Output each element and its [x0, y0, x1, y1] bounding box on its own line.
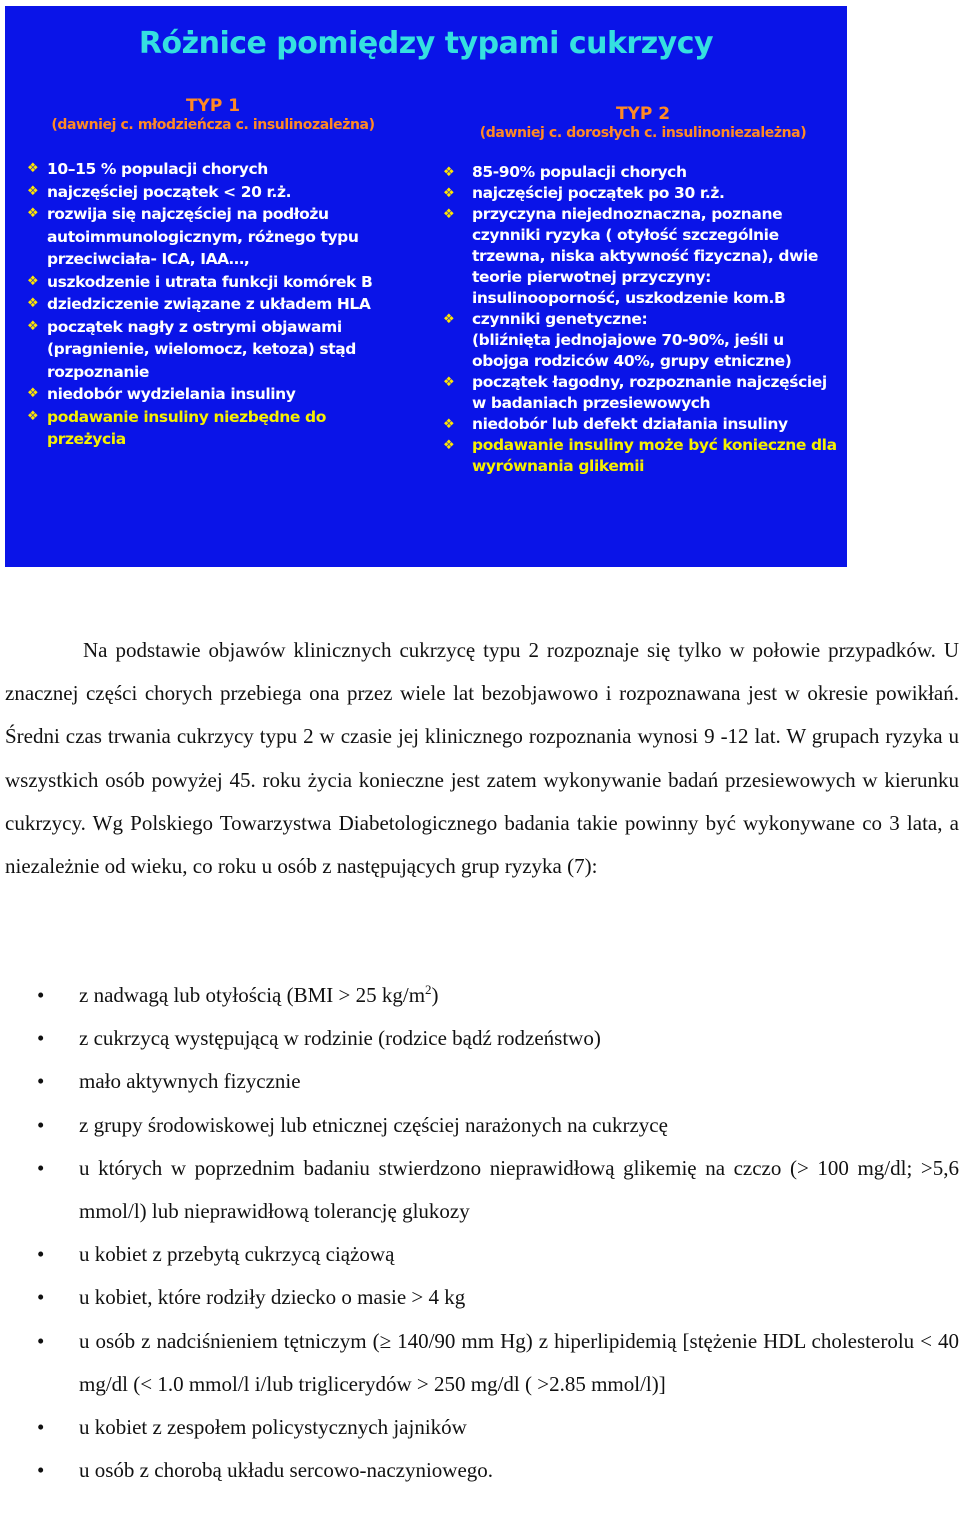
- type1-item: [27, 383, 407, 406]
- risk-group-item: [5, 1406, 959, 1449]
- type2-list: [443, 162, 843, 477]
- type2-item-text: podawanie insuliny może być konieczne dla wyrównania glikemii: [472, 436, 837, 475]
- risk-group-text: z cukrzycą występującą w rodzinie (rodzice bądź rodzeństwo): [79, 1026, 601, 1051]
- type2-heading: TYP 2: [615, 104, 671, 124]
- type1-item: [27, 181, 407, 204]
- type1-item-text: podawanie insuliny niezbędne do przeżycia: [47, 407, 326, 448]
- bullet-icon: •: [37, 1458, 45, 1483]
- diamond-bullet-icon: ❖: [443, 312, 455, 327]
- type2-item: [443, 204, 843, 309]
- type1-item: [27, 316, 407, 384]
- type1-item-text: najczęściej początek < 20 r.ż.: [47, 182, 292, 201]
- diamond-bullet-icon: ❖: [443, 417, 455, 432]
- risk-group-item: [5, 1233, 959, 1276]
- bullet-icon: •: [37, 1285, 45, 1310]
- type1-column: [27, 96, 407, 451]
- type1-item-text: początek nagły z ostrymi objawami (pragnienie, wielomocz, ketoza) stąd rozpoznanie: [47, 317, 356, 381]
- type1-item: [27, 203, 407, 271]
- risk-group-item: [5, 1017, 959, 1060]
- type1-heading: TYP 1: [185, 96, 241, 116]
- type2-item-extra: (bliźnięta jednojajowe 70-90%, jeśli u obojga rodziców 40%, grupy etniczne): [472, 331, 792, 370]
- risk-group-text: u osób z nadciśnieniem tętniczym (≥ 140/90 mm Hg) z hiperlipidemią [stężenie HDL cholesterolu < 40 mg/dl (< 1.0 mmol/l i/lub triglicerydów > 250 mg/dl ( >2.85 mmol/l)]: [79, 1328, 959, 1396]
- risk-group-text: mało aktywnych fizycznie: [79, 1069, 301, 1094]
- type2-item-text: przyczyna niejednoznaczna, poznane czynniki ryzyka ( otyłość szczególnie trzewna, niska aktywność fizyczna), dwie teorie pierwotnej przyczyny: insulinooporność, uszkodzenie kom.B: [472, 205, 819, 307]
- type2-item: [443, 435, 843, 477]
- type1-item: [27, 271, 407, 294]
- diamond-bullet-icon: ❖: [27, 183, 39, 199]
- diamond-bullet-icon: ❖: [27, 318, 39, 334]
- risk-group-item: [5, 1449, 959, 1492]
- bmi-superscript: 2: [425, 982, 432, 997]
- bullet-icon: •: [37, 1328, 45, 1353]
- type2-header: [443, 104, 843, 142]
- type1-item-text: dziedziczenie związane z układem HLA: [47, 295, 371, 313]
- risk-group-item: [5, 1060, 959, 1103]
- bullet-icon: •: [37, 1155, 45, 1180]
- diamond-bullet-icon: ❖: [443, 165, 455, 180]
- diamond-bullet-icon: ❖: [443, 186, 455, 201]
- risk-group-text: u których w poprzednim badaniu stwierdzono nieprawidłową glikemię na czczo (> 100 mg/dl; >5,6 mmol/l) lub nieprawidłową tolerancję glukozy: [79, 1155, 959, 1224]
- diabetes-types-slide: [5, 6, 847, 567]
- bullet-icon: •: [37, 1242, 45, 1267]
- risk-group-text: u kobiet, które rodziły dziecko o masie > 4 kg: [79, 1285, 466, 1310]
- diamond-bullet-icon: ❖: [443, 207, 455, 222]
- type1-item: [27, 158, 407, 181]
- diamond-bullet-icon: ❖: [443, 375, 455, 390]
- risk-group-item: [5, 974, 959, 1017]
- type1-item-text: 10–15 % populacji chorych: [47, 160, 268, 178]
- risk-group-item: [5, 1320, 959, 1406]
- type2-item: [443, 183, 843, 204]
- type1-item: [27, 293, 407, 316]
- type2-item: [443, 372, 843, 414]
- type2-item-text: niedobór lub defekt działania insuliny: [472, 415, 788, 433]
- diamond-bullet-icon: ❖: [443, 438, 455, 453]
- diamond-bullet-icon: ❖: [27, 161, 39, 176]
- risk-group-text: z grupy środowiskowej lub etnicznej częściej narażonych na cukrzycę: [79, 1112, 668, 1137]
- bullet-icon: •: [37, 1415, 45, 1440]
- bullet-icon: •: [37, 1112, 45, 1137]
- risk-group-item: [5, 1276, 959, 1319]
- type1-item-text: uszkodzenie i utrata funkcji komórek B: [47, 272, 373, 291]
- bullet-icon: •: [37, 1069, 45, 1094]
- type1-list: [27, 158, 407, 451]
- bmi-suffix: ): [431, 983, 439, 1007]
- type1-header: [19, 96, 407, 134]
- diamond-bullet-icon: ❖: [27, 296, 39, 311]
- type1-subheading: (dawniej c. młodzieńcza c. insulinozależna): [51, 117, 375, 133]
- intro-paragraph: Na podstawie objawów klinicznych cukrzycę typu 2 rozpoznaje się tylko w połowie przypadków. U znacznej części chorych przebiega ona przez wiele lat bezobjawowo i rozpoznawana jest w okresie powikłań. Średni czas trwania cukrzycy typu 2 w czasie jej klinicznego rozpoznania wynosi 9 -12 lat. W grupach ryzyka u wszystkich osób powyżej 45. roku życia konieczne jest zatem wykonywanie badań przesiewowych w kierunku cukrzycy. Wg Polskiego Towarzystwa Diabetologicznego badania takie powinny być wykonywane co 3 lata, a niezależnie od wieku, co roku u osób z następujących grup ryzyka (7):: [5, 638, 959, 879]
- type2-column: [443, 104, 843, 477]
- type2-item: [443, 414, 843, 435]
- type1-item: [27, 406, 407, 451]
- slide-title: Różnice pomiędzy typami cukrzycy: [138, 26, 714, 61]
- risk-group-text: u kobiet z przebytą cukrzycą ciążową: [79, 1242, 395, 1267]
- diamond-bullet-icon: ❖: [27, 273, 39, 289]
- risk-group-item: [5, 1104, 959, 1147]
- type2-item: [443, 309, 843, 372]
- bullet-icon: •: [37, 983, 45, 1007]
- diamond-bullet-icon: ❖: [27, 408, 39, 424]
- type1-item-text: rozwija się najczęściej na podłożu autoimmunologicznym, różnego typu przeciwciała- ICA, IAA…,: [47, 205, 359, 268]
- risk-group-text: z nadwagą lub otyłością (BMI > 25 kg/m: [79, 983, 426, 1007]
- diamond-bullet-icon: ❖: [27, 386, 39, 401]
- type2-item: [443, 162, 843, 183]
- risk-group-item: [5, 1147, 959, 1233]
- type2-item-text: najczęściej początek po 30 r.ż.: [472, 184, 725, 202]
- bullet-icon: •: [37, 1026, 45, 1051]
- risk-group-list: [5, 974, 959, 1492]
- risk-group-text: u osób z chorobą układu sercowo-naczyniowego.: [79, 1458, 494, 1483]
- type2-subheading: (dawniej c. dorosłych c. insulinoniezależna): [479, 125, 807, 141]
- type2-item-text: początek łagodny, rozpoznanie najczęściej w badaniach przesiewowych: [472, 373, 827, 412]
- type1-item-text: niedobór wydzielania insuliny: [47, 385, 296, 403]
- risk-group-text: u kobiet z zespołem policystycznych jajników: [79, 1415, 467, 1440]
- type2-item-text: czynniki genetyczne:: [472, 310, 648, 328]
- diamond-bullet-icon: ❖: [27, 206, 39, 221]
- type2-item-text: 85-90% populacji chorych: [472, 163, 687, 181]
